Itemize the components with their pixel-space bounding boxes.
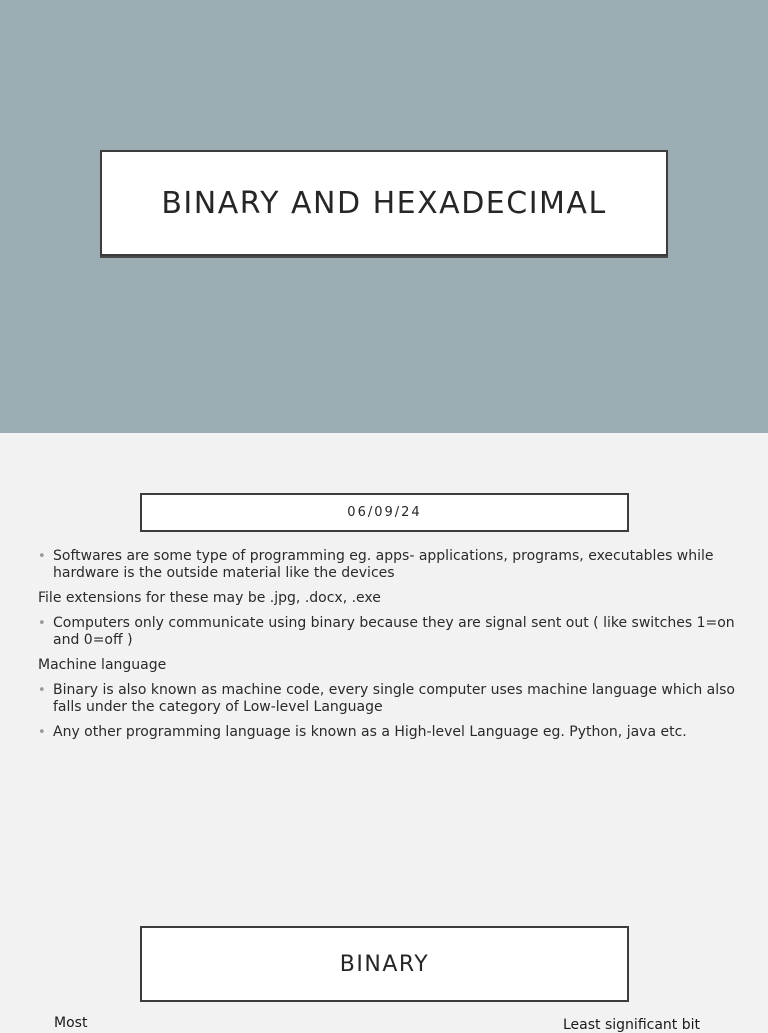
slide-date: 06/09/24 <box>347 505 422 520</box>
title-box <box>100 150 668 256</box>
content-slide <box>0 433 768 1033</box>
section-title-box <box>140 926 629 1002</box>
date-box <box>140 493 629 532</box>
most-significant-bit-label: Most <box>54 1015 88 1031</box>
paragraph-machine-language: Machine language <box>38 657 167 673</box>
slide-title: BINARY AND HEXADECIMAL <box>161 185 607 221</box>
section-title: BINARY <box>339 951 430 977</box>
paragraph-high-level: • Any other programming language is known as a High-level Language eg. Python, java etc. <box>38 724 738 741</box>
least-significant-bit-label: Least significant bit <box>563 1017 700 1033</box>
paragraph-machine-code: • Binary is also known as machine code, every single computer uses machine language which also falls under the category of Low-level Language <box>38 682 738 716</box>
paragraph-software-hardware: • Softwares are some type of programming eg. apps- applications, programs, executables while hardware is the outside material like the devices <box>38 548 738 582</box>
body-text-list <box>38 548 738 749</box>
paragraph-file-extensions: File extensions for these may be .jpg, .docx, .exe <box>38 590 381 606</box>
paragraph-binary-communication: • Computers only communicate using binary because they are signal sent out ( like switches 1=on and 0=off ) <box>38 615 738 649</box>
title-slide <box>0 0 768 433</box>
